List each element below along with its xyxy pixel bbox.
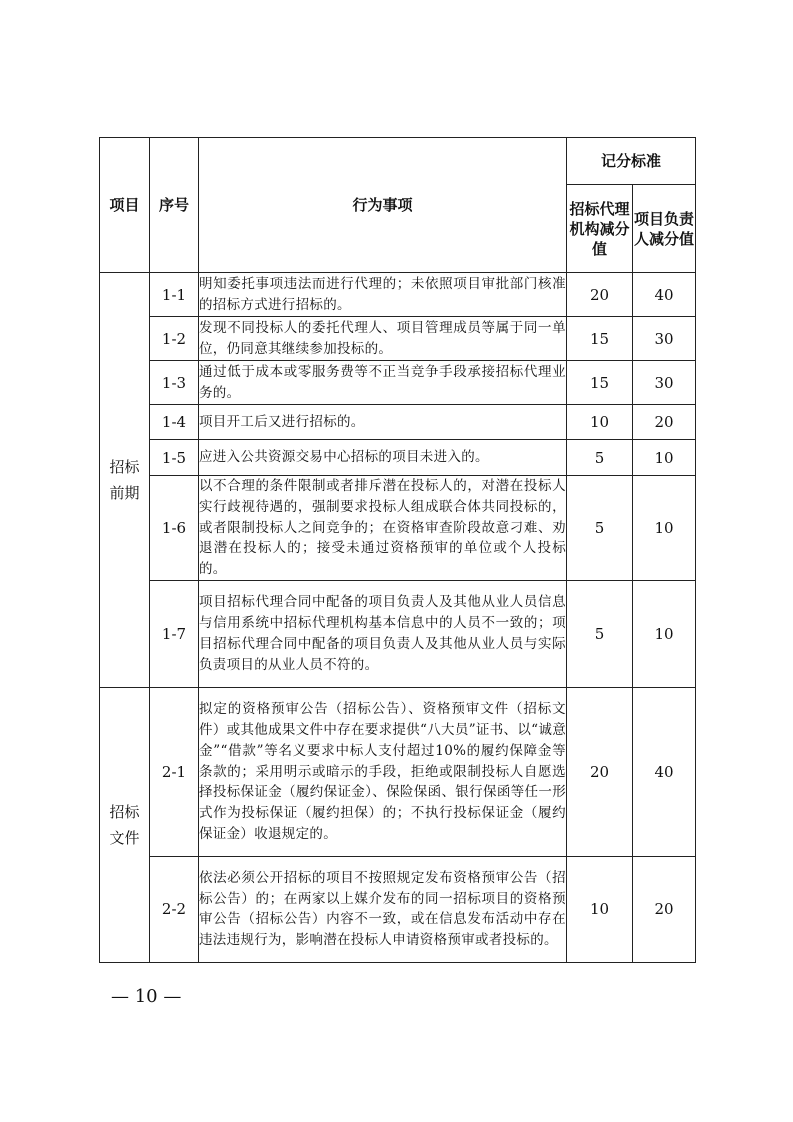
manager-deduction: 20 bbox=[633, 405, 696, 440]
page-number: — 10 — bbox=[111, 986, 182, 1007]
manager-deduction: 20 bbox=[633, 856, 696, 962]
agency-deduction: 5 bbox=[567, 440, 633, 476]
row-description: 项目开工后又进行招标的。 bbox=[199, 405, 567, 440]
agency-deduction: 15 bbox=[567, 361, 633, 405]
row-description: 拟定的资格预审公告（招标公告）、资格预审文件（招标文件）或其他成果文件中存在要求提供“八大员”证书、以“诚意金”“借款”等名义要求中标人支付超过10%的履约保障金等条款的；采用明示或暗示的手段，拒绝或限制投标人自愿选择投标保证金（履约保证金）、保险保函、银行保函等任一形式作为投标保证（履约担保）的；不执行投标保证金（履约保证金）收退规定的。 bbox=[199, 687, 567, 856]
row-description: 依法必须公开招标的项目不按照规定发布资格预审公告（招标公告）的；在两家以上媒介发布的同一招标项目的资格预审公告（招标公告）内容不一致，或在信息发布活动中存在违法违规行为，影响潜在投标人申请资格预审或者投标的。 bbox=[199, 856, 567, 962]
agency-deduction: 10 bbox=[567, 405, 633, 440]
table-row bbox=[100, 687, 696, 856]
manager-deduction: 10 bbox=[633, 476, 696, 581]
header-scoring: 记分标准 bbox=[567, 138, 696, 185]
table-row bbox=[100, 580, 696, 687]
row-number: 1-6 bbox=[150, 476, 199, 581]
table-row bbox=[100, 476, 696, 581]
row-description: 明知委托事项违法而进行代理的；未依照项目审批部门核准的招标方式进行招标的。 bbox=[199, 273, 567, 317]
manager-deduction: 10 bbox=[633, 440, 696, 476]
table-row bbox=[100, 440, 696, 476]
category-cell bbox=[100, 687, 150, 962]
table-row bbox=[100, 317, 696, 361]
manager-deduction: 30 bbox=[633, 361, 696, 405]
agency-deduction: 5 bbox=[567, 476, 633, 581]
header-seq: 序号 bbox=[150, 138, 199, 273]
table-row bbox=[100, 273, 696, 317]
row-number: 1-4 bbox=[150, 405, 199, 440]
header-item: 项目 bbox=[100, 138, 150, 273]
category-label: 招标文件 bbox=[109, 802, 140, 847]
row-description: 应进入公共资源交易中心招标的项目未进入的。 bbox=[199, 440, 567, 476]
row-number: 2-2 bbox=[150, 856, 199, 962]
category-label: 招标前期 bbox=[109, 457, 140, 502]
header-action: 行为事项 bbox=[199, 138, 567, 273]
agency-deduction: 10 bbox=[567, 856, 633, 962]
row-description: 发现不同投标人的委托代理人、项目管理成员等属于同一单位，仍同意其继续参加投标的。 bbox=[199, 317, 567, 361]
row-number: 2-1 bbox=[150, 687, 199, 856]
table-row bbox=[100, 361, 696, 405]
row-number: 1-2 bbox=[150, 317, 199, 361]
manager-deduction: 40 bbox=[633, 687, 696, 856]
row-description: 通过低于成本或零服务费等不正当竞争手段承接招标代理业务的。 bbox=[199, 361, 567, 405]
row-description: 项目招标代理合同中配备的项目负责人及其他从业人员信息与信用系统中招标代理机构基本信息中的人员不一致的；项目招标代理合同中配备的项目负责人及其他从业人员与实际负责项目的从业人员不符的。 bbox=[199, 580, 567, 687]
agency-deduction: 20 bbox=[567, 273, 633, 317]
row-number: 1-1 bbox=[150, 273, 199, 317]
manager-deduction: 10 bbox=[633, 580, 696, 687]
agency-deduction: 15 bbox=[567, 317, 633, 361]
row-number: 1-3 bbox=[150, 361, 199, 405]
agency-deduction: 20 bbox=[567, 687, 633, 856]
row-description: 以不合理的条件限制或者排斥潜在投标人的，对潜在投标人实行歧视待遇的，强制要求投标人组成联合体共同投标的，或者限制投标人之间竞争的；在资格审查阶段故意刁难、劝退潜在投标人的；接受未通过资格预审的单位或个人投标的。 bbox=[199, 476, 567, 581]
category-cell bbox=[100, 273, 150, 688]
agency-deduction: 5 bbox=[567, 580, 633, 687]
manager-deduction: 30 bbox=[633, 317, 696, 361]
header-manager: 项目负责人减分值 bbox=[633, 185, 696, 273]
table-row bbox=[100, 405, 696, 440]
header-agency: 招标代理机构减分值 bbox=[567, 185, 633, 273]
scoring-table bbox=[99, 137, 696, 963]
row-number: 1-5 bbox=[150, 440, 199, 476]
manager-deduction: 40 bbox=[633, 273, 696, 317]
row-number: 1-7 bbox=[150, 580, 199, 687]
table-row bbox=[100, 856, 696, 962]
